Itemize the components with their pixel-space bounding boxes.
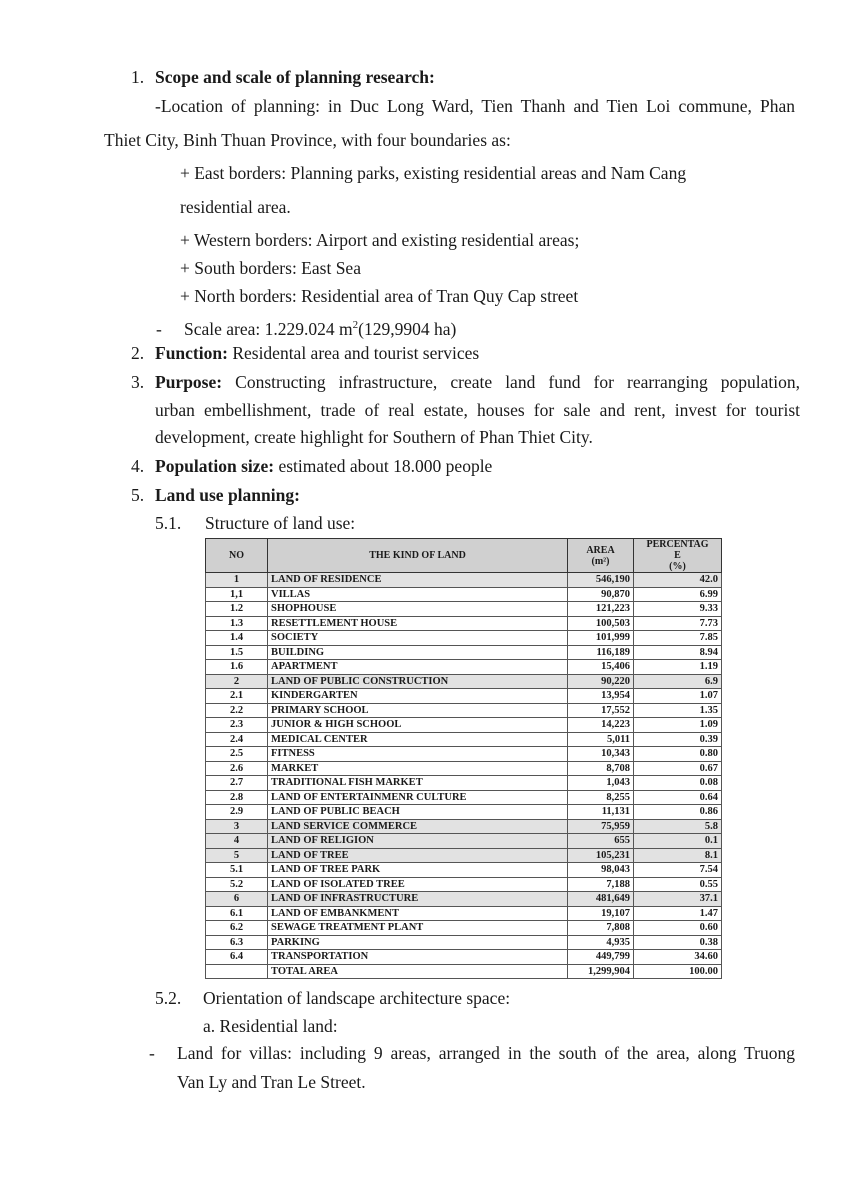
cell-kind: MARKET: [268, 761, 568, 776]
cell-area: 10,343: [568, 747, 634, 762]
section-3-line-2: urban embellishment, trade of real estate, houses for sale and rent, invest for tourist: [155, 400, 800, 420]
section-5: 5. Land use planning:: [131, 485, 300, 505]
cell-no: 5.1: [206, 863, 268, 878]
cell-percentage: 0.08: [634, 776, 722, 791]
cell-percentage: 1.09: [634, 718, 722, 733]
cell-area: 481,649: [568, 892, 634, 907]
cell-no: 4: [206, 834, 268, 849]
cell-no: 1.2: [206, 602, 268, 617]
east-border-line-1: + East borders: Planning parks, existing residential areas and Nam Cang: [180, 163, 687, 183]
section-3-line-3: development, create highlight for Southern of Phan Thiet City.: [155, 427, 593, 447]
cell-percentage: 0.60: [634, 921, 722, 936]
cell-kind: LAND OF ENTERTAINMENR CULTURE: [268, 790, 568, 805]
section-4: 4. Population size: estimated about 18.000 people: [131, 456, 493, 476]
cell-kind: PRIMARY SCHOOL: [268, 703, 568, 718]
cell-percentage: 0.39: [634, 732, 722, 747]
cell-percentage: 0.1: [634, 834, 722, 849]
cell-percentage: 7.85: [634, 631, 722, 646]
villas-line-1: - Land for villas: including 9 areas, arranged in the south of the area, along Truong: [149, 1043, 795, 1063]
cell-percentage: 6.99: [634, 587, 722, 602]
table-row: [206, 732, 722, 747]
cell-percentage: 5.8: [634, 819, 722, 834]
header-area: AREA (m²): [568, 539, 634, 573]
cell-percentage: 6.9: [634, 674, 722, 689]
cell-no: 2.9: [206, 805, 268, 820]
cell-kind: APARTMENT: [268, 660, 568, 675]
table-header-row: [206, 539, 722, 573]
table-body: [206, 573, 722, 979]
cell-no: 6.4: [206, 950, 268, 965]
table-total-row: [206, 964, 722, 979]
cell-no: 1: [206, 573, 268, 588]
west-border: + Western borders: Airport and existing residential areas;: [180, 230, 580, 250]
cell-percentage: 9.33: [634, 602, 722, 617]
cell-no: 3: [206, 819, 268, 834]
cell-percentage: 100.00: [634, 964, 722, 979]
cell-area: 19,107: [568, 906, 634, 921]
cell-area: 546,190: [568, 573, 634, 588]
cell-area: 1,043: [568, 776, 634, 791]
table-row: [206, 689, 722, 704]
cell-area: 5,011: [568, 732, 634, 747]
table-row: [206, 573, 722, 588]
cell-area: 8,708: [568, 761, 634, 776]
table-row: [206, 674, 722, 689]
table-row: [206, 631, 722, 646]
cell-no: 6.3: [206, 935, 268, 950]
south-border: + South borders: East Sea: [180, 258, 361, 278]
cell-area: 4,935: [568, 935, 634, 950]
table-row: [206, 660, 722, 675]
cell-no: 2.8: [206, 790, 268, 805]
cell-area: 100,503: [568, 616, 634, 631]
east-border-line-2: residential area.: [180, 197, 291, 217]
table-row: [206, 602, 722, 617]
table-row: [206, 790, 722, 805]
section-1-heading: 1. Scope and scale of planning research:: [131, 67, 435, 87]
cell-kind: SOCIETY: [268, 631, 568, 646]
table-row: [206, 703, 722, 718]
cell-no: 6.1: [206, 906, 268, 921]
cell-kind: TOTAL AREA: [268, 964, 568, 979]
table-row: [206, 921, 722, 936]
cell-no: 6: [206, 892, 268, 907]
cell-no: 1,1: [206, 587, 268, 602]
header-percentage: PERCENTAG E (%): [634, 539, 722, 573]
cell-percentage: 1.07: [634, 689, 722, 704]
location-line-1: -Location of planning: in Duc Long Ward, Tien Thanh and Tien Loi commune, Phan: [155, 96, 795, 116]
cell-kind: LAND OF TREE PARK: [268, 863, 568, 878]
subsection-5-1: 5.1. Structure of land use:: [155, 513, 356, 533]
cell-no: 1.4: [206, 631, 268, 646]
header-kind: THE KIND OF LAND: [268, 539, 568, 573]
cell-area: 655: [568, 834, 634, 849]
cell-kind: MEDICAL CENTER: [268, 732, 568, 747]
table-row: [206, 906, 722, 921]
cell-area: 116,189: [568, 645, 634, 660]
cell-no: 2.4: [206, 732, 268, 747]
cell-kind: RESETTLEMENT HOUSE: [268, 616, 568, 631]
cell-kind: BUILDING: [268, 645, 568, 660]
cell-kind: LAND OF PUBLIC CONSTRUCTION: [268, 674, 568, 689]
cell-kind: TRADITIONAL FISH MARKET: [268, 776, 568, 791]
table-row: [206, 848, 722, 863]
cell-no: 1.3: [206, 616, 268, 631]
cell-no: 2.7: [206, 776, 268, 791]
cell-kind: LAND OF PUBLIC BEACH: [268, 805, 568, 820]
cell-area: 1,299,904: [568, 964, 634, 979]
north-border: + North borders: Residential area of Tran Quy Cap street: [180, 286, 579, 306]
cell-kind: LAND OF ISOLATED TREE: [268, 877, 568, 892]
cell-area: 14,223: [568, 718, 634, 733]
cell-percentage: 1.19: [634, 660, 722, 675]
table-row: [206, 950, 722, 965]
cell-area: 13,954: [568, 689, 634, 704]
cell-kind: TRANSPORTATION: [268, 950, 568, 965]
cell-percentage: 7.73: [634, 616, 722, 631]
cell-no: 2.6: [206, 761, 268, 776]
cell-area: 15,406: [568, 660, 634, 675]
cell-no: 2: [206, 674, 268, 689]
section-3-line-1: 3. Purpose: Constructing infrastructure, create land fund for rearranging population,: [131, 372, 800, 392]
cell-percentage: 0.38: [634, 935, 722, 950]
cell-percentage: 7.54: [634, 863, 722, 878]
section-2: 2. Function: Residental area and tourist services: [131, 343, 480, 363]
cell-area: 90,220: [568, 674, 634, 689]
cell-area: 7,188: [568, 877, 634, 892]
subsection-5-2: 5.2. Orientation of landscape architecture space:: [155, 988, 511, 1008]
table-row: [206, 805, 722, 820]
cell-percentage: 0.67: [634, 761, 722, 776]
cell-kind: VILLAS: [268, 587, 568, 602]
table-row: [206, 877, 722, 892]
cell-no: 5.2: [206, 877, 268, 892]
cell-no: 2.2: [206, 703, 268, 718]
residential-land-heading: a. Residential land:: [203, 1016, 338, 1036]
cell-percentage: 0.86: [634, 805, 722, 820]
scale-area: - Scale area: 1.229.024 $m^2(129,9904$ ha): [156, 318, 457, 339]
section-1-title: Scope and scale of planning research:: [155, 67, 435, 87]
table-row: [206, 819, 722, 834]
cell-no: 2.5: [206, 747, 268, 762]
table-row: [206, 776, 722, 791]
cell-no: 1.5: [206, 645, 268, 660]
cell-area: 98,043: [568, 863, 634, 878]
land-use-table: [205, 538, 722, 979]
cell-kind: SHOPHOUSE: [268, 602, 568, 617]
cell-kind: LAND OF RELIGION: [268, 834, 568, 849]
table-row: [206, 892, 722, 907]
cell-area: 11,131: [568, 805, 634, 820]
cell-area: 90,870: [568, 587, 634, 602]
cell-area: 17,552: [568, 703, 634, 718]
cell-kind: LAND OF INFRASTRUCTURE: [268, 892, 568, 907]
table-row: [206, 834, 722, 849]
cell-percentage: 0.55: [634, 877, 722, 892]
cell-percentage: 8.94: [634, 645, 722, 660]
cell-area: 75,959: [568, 819, 634, 834]
cell-percentage: 1.47: [634, 906, 722, 921]
cell-no: 2.3: [206, 718, 268, 733]
table-row: [206, 935, 722, 950]
cell-percentage: 42.0: [634, 573, 722, 588]
cell-kind: FITNESS: [268, 747, 568, 762]
villas-line-2: Van Ly and Tran Le Street.: [177, 1072, 366, 1092]
cell-area: 121,223: [568, 602, 634, 617]
cell-no: 2.1: [206, 689, 268, 704]
cell-area: 8,255: [568, 790, 634, 805]
header-no: NO: [206, 539, 268, 573]
table-row: [206, 747, 722, 762]
cell-no: 1.6: [206, 660, 268, 675]
cell-percentage: 8.1: [634, 848, 722, 863]
cell-kind: SEWAGE TREATMENT PLANT: [268, 921, 568, 936]
cell-kind: LAND OF TREE: [268, 848, 568, 863]
cell-percentage: 1.35: [634, 703, 722, 718]
cell-area: 7,808: [568, 921, 634, 936]
cell-no: 6.2: [206, 921, 268, 936]
table-row: [206, 863, 722, 878]
cell-percentage: 0.64: [634, 790, 722, 805]
table-row: [206, 761, 722, 776]
cell-kind: PARKING: [268, 935, 568, 950]
table-row: [206, 616, 722, 631]
cell-kind: KINDERGARTEN: [268, 689, 568, 704]
table-row: [206, 587, 722, 602]
cell-percentage: 0.80: [634, 747, 722, 762]
cell-percentage: 34.60: [634, 950, 722, 965]
cell-no: [206, 964, 268, 979]
cell-kind: LAND OF RESIDENCE: [268, 573, 568, 588]
table-row: [206, 718, 722, 733]
cell-kind: LAND SERVICE COMMERCE: [268, 819, 568, 834]
cell-area: 101,999: [568, 631, 634, 646]
cell-area: 105,231: [568, 848, 634, 863]
cell-no: 5: [206, 848, 268, 863]
cell-kind: JUNIOR & HIGH SCHOOL: [268, 718, 568, 733]
location-line-2: Thiet City, Binh Thuan Province, with four boundaries as:: [104, 130, 511, 150]
table-row: [206, 645, 722, 660]
cell-area: 449,799: [568, 950, 634, 965]
cell-kind: LAND OF EMBANKMENT: [268, 906, 568, 921]
cell-percentage: 37.1: [634, 892, 722, 907]
